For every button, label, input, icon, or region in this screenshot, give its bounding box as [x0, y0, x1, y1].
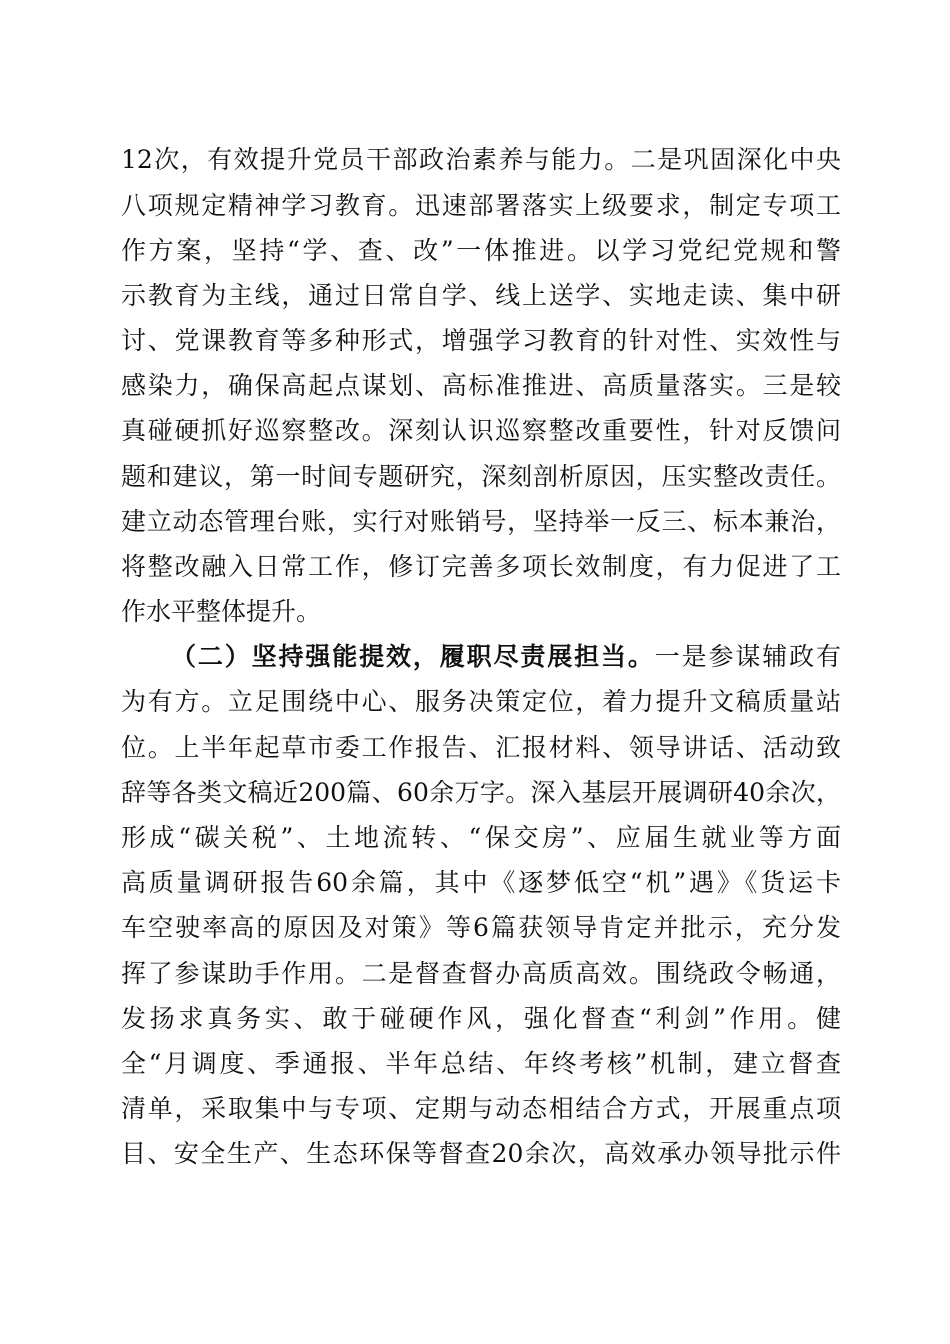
section-heading-line — [171, 642, 841, 672]
paragraph-line: 12次，有效提升党员干部政治素养与能力。二是巩固深化中央 — [121, 145, 841, 174]
paragraph-line: 辞等各类文稿近200篇、60余万字。深入基层开展调研40余次， — [121, 778, 841, 807]
section-heading: （二）坚持强能提效，履职尽责展担当。 — [171, 642, 655, 671]
paragraph-line: 为有方。立足围绕中心、服务决策定位，着力提升文稿质量站 — [121, 687, 841, 716]
paragraph-line: 发扬求真务实、敢于碰硬作风，强化督查“利剑”作用。健 — [121, 1004, 841, 1033]
paragraph-line: 全“月调度、季通报、半年总结、年终考核”机制，建立督查 — [121, 1049, 841, 1078]
heading-line-rest: 一是参谋辅政有 — [654, 642, 841, 671]
paragraph-line: 感染力，确保高起点谋划、高标准推进、高质量落实。三是较 — [121, 371, 841, 400]
paragraph-line: 讨、党课教育等多种形式，增强学习教育的针对性、实效性与 — [121, 326, 841, 355]
paragraph-line: 题和建议，第一时间专题研究，深刻剖析原因，压实整改责任。 — [121, 462, 841, 491]
paragraph-line: 作水平整体提升。 — [121, 597, 322, 626]
paragraph-line: 位。上半年起草市委工作报告、汇报材料、领导讲话、活动致 — [121, 733, 841, 762]
paragraph-line: 作方案，坚持“学、查、改”一体推进。以学习党纪党规和警 — [121, 236, 841, 265]
paragraph-line: 高质量调研报告60余篇，其中《逐梦低空“机”遇》《货运卡 — [121, 868, 841, 897]
paragraph-line: 清单，采取集中与专项、定期与动态相结合方式，开展重点项 — [121, 1094, 841, 1123]
paragraph-line: 示教育为主线，通过日常自学、线上送学、实地走读、集中研 — [121, 281, 841, 310]
paragraph-line: 真碰硬抓好巡察整改。深刻认识巡察整改重要性，针对反馈问 — [121, 416, 841, 445]
paragraph-line: 目、安全生产、生态环保等督查20余次，高效承办领导批示件 — [121, 1139, 841, 1168]
paragraph-line: 建立动态管理台账，实行对账销号，坚持举一反三、标本兼治， — [121, 507, 841, 536]
paragraph-line: 将整改融入日常工作，修订完善多项长效制度，有力促进了工 — [121, 552, 841, 581]
paragraph-line: 挥了参谋助手作用。二是督查督办高质高效。围绕政令畅通， — [121, 959, 841, 988]
paragraph-line: 八项规定精神学习教育。迅速部署落实上级要求，制定专项工 — [121, 191, 841, 220]
paragraph-line: 形成“碳关税”、土地流转、“保交房”、应届生就业等方面 — [121, 823, 841, 852]
paragraph-line: 车空驶率高的原因及对策》等6篇获领导肯定并批示，充分发 — [121, 913, 841, 942]
